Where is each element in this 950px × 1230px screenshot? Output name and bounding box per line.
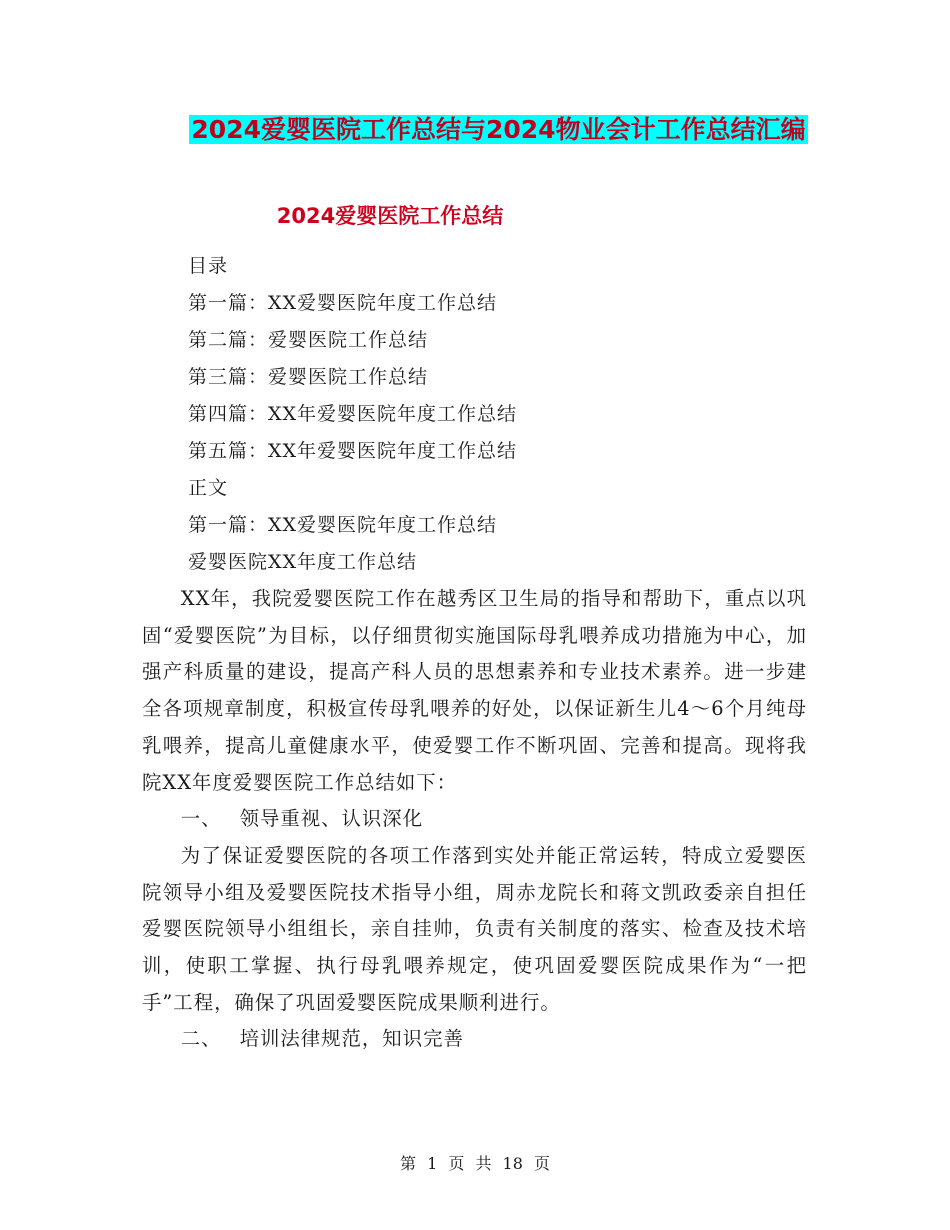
main-title-highlight: 2024爱婴医院工作总结与2024物业会计工作总结汇编 — [191, 115, 806, 144]
toc-item: 目录 — [188, 255, 229, 277]
section-heading-2 — [142, 1021, 807, 1058]
section-heading-number: 一、 — [180, 807, 222, 831]
toc-item: 第一篇：XX爱婴医院年度工作总结 — [188, 514, 498, 536]
page-number-footer: 第 1 页 共 18 页 — [400, 1154, 550, 1173]
toc-item: 第二篇：爱婴医院工作总结 — [188, 329, 429, 351]
document-main-title — [0, 112, 950, 148]
toc-item: 第三篇：爱婴医院工作总结 — [188, 366, 429, 388]
section-heading-text: 领导重视、认识深化 — [239, 807, 424, 831]
toc-item: 第五篇：XX年爱婴医院年度工作总结 — [188, 440, 518, 462]
section-heading-1 — [142, 801, 807, 838]
document-sub-title: 2024爱婴医院工作总结 — [276, 204, 504, 228]
intro-paragraph: XX年，我院爱婴医院工作在越秀区卫生局的指导和帮助下，重点以巩固“爱婴医院”为目标，以仔细贯彻实施国际母乳喂养成功措施为中心，加强产科质量的建设，提高产科人员的思想素养和专业技术素养。进一步建全各项规章制度，积极宣传母乳喂养的好处，以保证新生儿4～6个月纯母乳喂养，提高儿童健康水平，使爱婴工作不断巩固、完善和提高。现将我院XX年度爱婴医院工作总结如下： — [142, 587, 807, 794]
toc-item: 爱婴医院XX年度工作总结 — [188, 551, 418, 573]
toc-item: 第四篇：XX年爱婴医院年度工作总结 — [188, 403, 518, 425]
table-of-contents — [188, 248, 517, 581]
section-heading-number: 二、 — [180, 1027, 222, 1051]
toc-item: 第一篇：XX爱婴医院年度工作总结 — [188, 292, 498, 314]
section-1-paragraph: 为了保证爱婴医院的各项工作落到实处并能正常运转，特成立爱婴医院领导小组及爱婴医院技术指导小组，周赤龙院长和蒋文凯政委亲自担任爱婴医院领导小组组长，亲自挂帅，负责有关制度的落实、检查及技术培训，使职工掌握、执行母乳喂养规定，使巩固爱婴医院成果作为“一把手”工程，确保了巩固爱婴医院成果顺利进行。 — [142, 843, 807, 1014]
section-heading-text: 培训法律规范，知识完善 — [239, 1027, 464, 1051]
toc-item: 正文 — [188, 477, 229, 499]
document-body — [142, 581, 807, 1058]
